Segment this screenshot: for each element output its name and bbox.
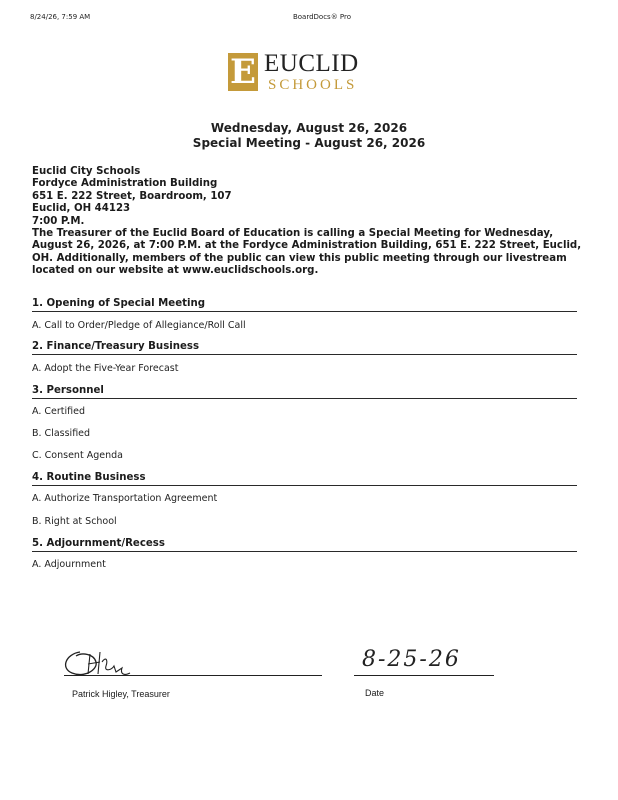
agenda-item: A. Certified	[32, 406, 85, 417]
agenda-item: B. Right at School	[32, 516, 117, 527]
meeting-info-block	[32, 166, 587, 278]
agenda-item: B. Classified	[32, 428, 91, 439]
section-heading: 1. Opening of Special Meeting	[32, 298, 577, 312]
section-heading: 3. Personnel	[32, 385, 577, 399]
meeting-description: The Treasurer of the Euclid Board of Education is calling a Special Meeting for Wednesday, August 26, 2026, at 7:00 P.M. at the Fordyce Administration Building, 651 E. 222 Street, Euclid, OH. Additionally, members of the public can view this public meeting through our livestream located on our website at www.euclidschools.org.	[32, 228, 582, 277]
euclid-schools-logo	[228, 50, 380, 93]
meeting-date-title: Wednesday, August 26, 2026	[210, 121, 408, 135]
agenda-item: A. Call to Order/Pledge of Allegiance/Roll Call	[32, 320, 246, 331]
signature-line	[64, 675, 322, 676]
meeting-time: 7:00 P.M.	[32, 215, 85, 227]
section-heading: 5. Adjournment/Recess	[32, 538, 577, 552]
agenda-item: A. Authorize Transportation Agreement	[32, 493, 218, 504]
print-source-label: BoardDocs® Pro	[292, 13, 352, 21]
logo-word-euclid: EUCLID	[264, 50, 359, 77]
signer-name-label: Patrick Higley, Treasurer	[72, 689, 170, 699]
agenda-item: A. Adjournment	[32, 559, 106, 570]
section-heading: 4. Routine Business	[32, 472, 577, 486]
section-heading: 2. Finance/Treasury Business	[32, 341, 577, 355]
street-address: 651 E. 222 Street, Boardroom, 107	[32, 190, 232, 202]
date-line	[354, 675, 494, 676]
city-address: Euclid, OH 44123	[32, 203, 131, 215]
print-timestamp: 8/24/26, 7:59 AM	[30, 13, 91, 21]
logo-e-mark: E	[228, 53, 258, 91]
agenda-item: A. Adopt the Five-Year Forecast	[32, 363, 179, 374]
date-label: Date	[365, 688, 385, 698]
logo-word-schools: SCHOOLS	[268, 77, 358, 93]
building-name: Fordyce Administration Building	[32, 178, 218, 190]
treasurer-signature	[58, 640, 158, 685]
org-name: Euclid City Schools	[32, 166, 141, 177]
meeting-name-title: Special Meeting - August 26, 2026	[192, 136, 426, 150]
agenda-item: C. Consent Agenda	[32, 450, 123, 461]
handwritten-date: 8-25-26	[362, 647, 461, 672]
